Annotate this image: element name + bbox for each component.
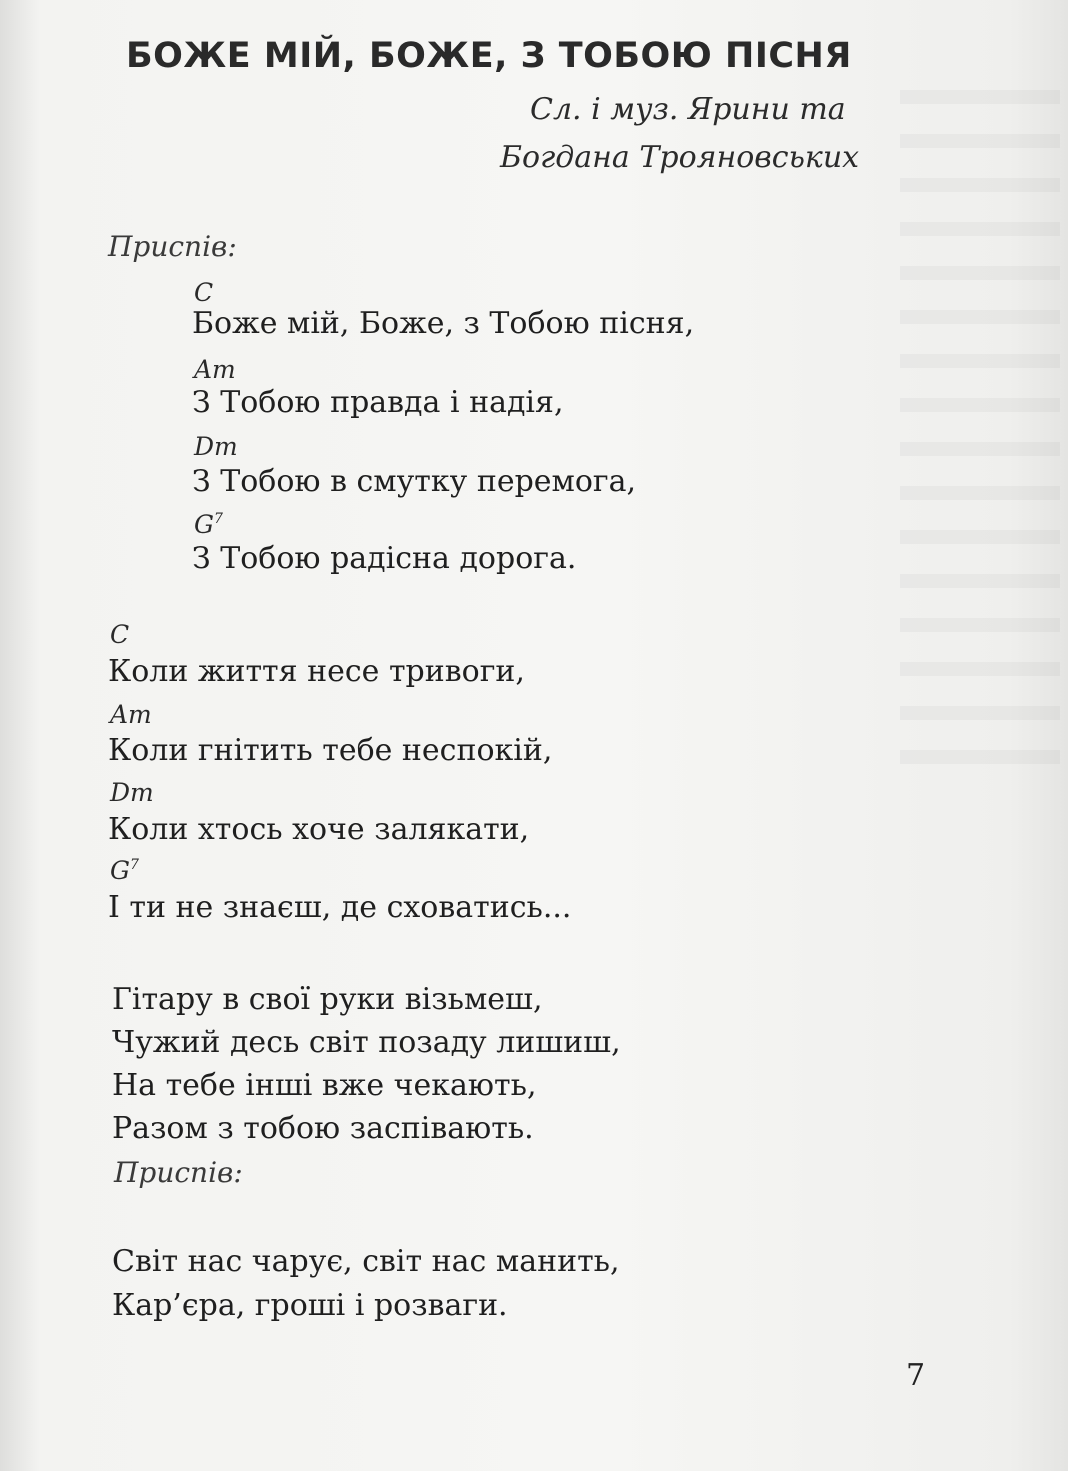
lyric-line: На тебе інші вже чекають,: [112, 1068, 537, 1103]
lyric-line: З Тобою правда і надія,: [192, 385, 564, 420]
lyric-line: І ти не знаєш, де сховатись...: [108, 890, 572, 925]
lyric-line: Чужий десь світ позаду лишиш,: [112, 1025, 621, 1060]
chord: Am: [110, 700, 152, 729]
lyric-line: З Тобою радісна дорога.: [192, 541, 577, 576]
bleed-through-shadow: [900, 60, 1060, 780]
chord: $G^7$: [110, 856, 139, 885]
lyric-line: Боже мій, Боже, з Тобою пісня,: [192, 306, 695, 341]
lyric-line: Разом з тобою заспівають.: [112, 1111, 534, 1146]
lyric-line: З Тобою в смутку перемога,: [192, 464, 637, 499]
credit-line-2: Богдана Трояновських: [500, 140, 860, 175]
chord: C: [194, 278, 214, 307]
chord: C: [110, 620, 130, 649]
lyric-line: Кар’єра, гроші і розваги.: [112, 1288, 508, 1323]
lyric-line: Коли хтось хоче залякати,: [108, 812, 530, 847]
chord: $G^7$: [194, 510, 223, 539]
chord: Dm: [110, 778, 154, 807]
lyric-line: Коли життя несе тривоги,: [108, 654, 525, 689]
lyric-line: Коли гнітить тебе неспокій,: [108, 733, 553, 768]
lyric-line: Гітару в свої руки візьмеш,: [112, 982, 543, 1017]
chorus-repeat-label: Приспів:: [114, 1156, 243, 1189]
page-number: 7: [906, 1358, 926, 1393]
credit-line-1: Сл. і муз. Ярини та: [530, 92, 846, 127]
chord: Am: [194, 355, 236, 384]
chorus-label: Приспів:: [108, 230, 237, 263]
lyric-line: Світ нас чарує, світ нас манить,: [112, 1244, 620, 1279]
chord: Dm: [194, 432, 238, 461]
song-title: БОЖЕ МІЙ, БОЖЕ, З ТОБОЮ ПІСНЯ: [126, 36, 852, 76]
